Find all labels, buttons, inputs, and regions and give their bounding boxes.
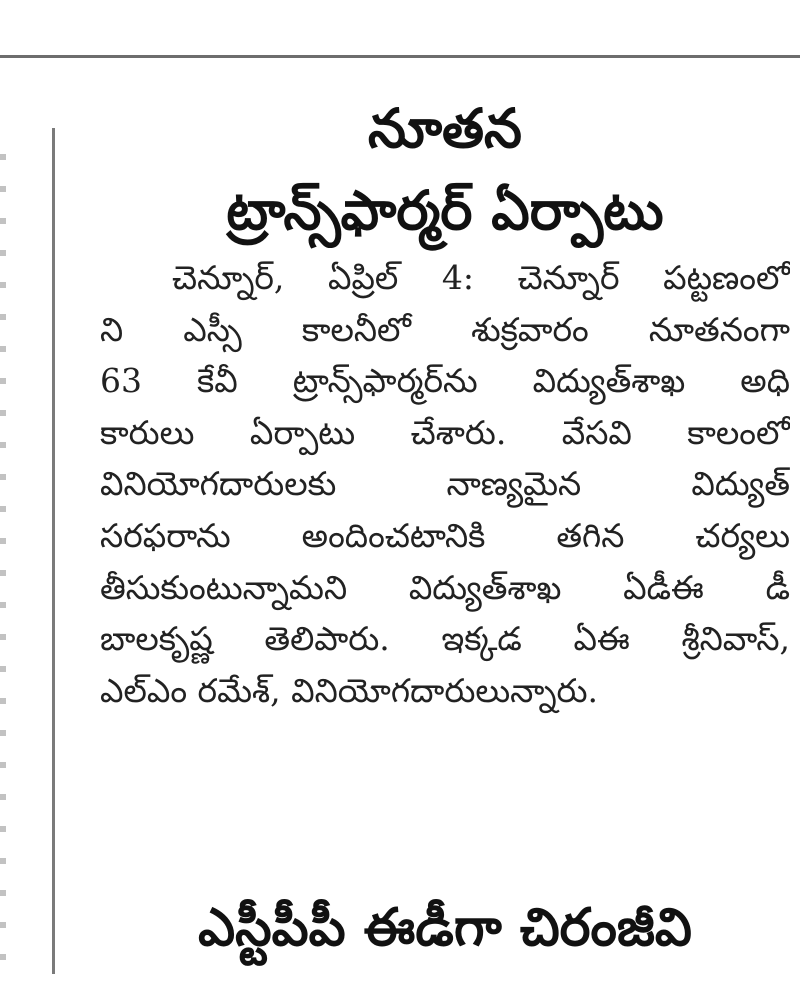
body-line-7: తీసుకుంటున్నామని విద్యుత్‌శాఖ ఏడీఈ డీ: [100, 567, 790, 607]
body-line-3: 63 కేవీ ట్రాన్స్‌ఫార్మర్‌ను విద్యుత్‌శాఖ అధి: [100, 361, 790, 401]
headline-line-2: ట్రాన్స్‌ఫార్మర్ ఏర్పాటు: [226, 179, 664, 242]
body-line-4: కారులు ఏర్పాటు చేశారు. వేసవి కాలంలో: [100, 412, 790, 452]
top-divider-rule: [0, 55, 800, 58]
body-line-6: సరఫరాను అందించటానికి తగిన చర్యలు: [100, 515, 790, 555]
news-article: [100, 88, 790, 716]
body-line-5: వినియోగదారులకు నాణ్యమైన విద్యుత్: [100, 464, 790, 504]
article-body: [100, 252, 790, 716]
adjacent-column-edge: [0, 128, 6, 974]
column-divider-rule: [52, 128, 55, 974]
body-line-8: బాలకృష్ణ తెలిపారు. ఇక్కడ ఏఈ శ్రీనివాస్,: [100, 619, 790, 659]
headline-line-1: నూతన: [368, 97, 522, 160]
body-line-1: చెన్నూర్, ఏప్రిల్ 4: చెన్నూర్ పట్టణంలో: [172, 258, 790, 297]
body-line-2: ని ఎస్సీ కాలనీలో శుక్రవారం నూతనంగా: [100, 309, 790, 349]
body-line-9: ఎల్‌ఎం రమేశ్, వినియోగదారులున్నారు.: [100, 670, 599, 710]
article-headline: [100, 88, 790, 252]
next-article-headline: ఎస్టీపీపీ ఈడీగా చిరంజీవి: [198, 898, 692, 958]
